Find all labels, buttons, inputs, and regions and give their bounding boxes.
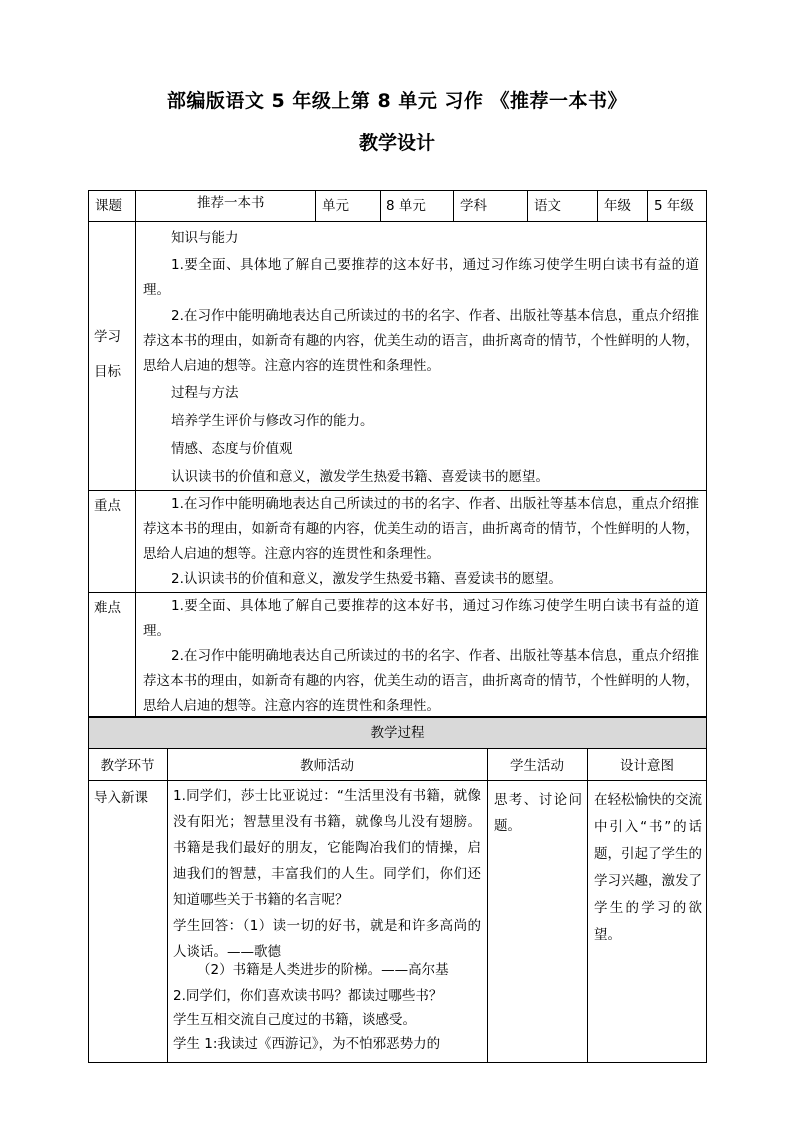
teacher-activity: （2）书籍是人类进步的阶梯。——高尔基 bbox=[197, 962, 449, 978]
document-subtitle: 教学设计 bbox=[358, 132, 435, 154]
objective-item: 培养学生评价与修改习作的能力。 bbox=[171, 413, 374, 429]
difficulty-item: 2.在习作中能明确地表达自己所读过的书的名字、作者、出版社等基本信息，重点介绍推荐这本书的理由，如新奇有趣的内容，优美生动的语言，曲折离奇的情节，个性鲜明的人物，思给人启迪的想等。注意内容的连贯性和条理性。 bbox=[143, 648, 699, 714]
difficulties-label: 难点 bbox=[94, 600, 121, 616]
divider bbox=[380, 190, 381, 221]
divider bbox=[88, 748, 707, 749]
teacher-activity: 学生 1:我读过《西游记》，为不怕邪恶势力的 bbox=[173, 1036, 441, 1052]
grade-label: 年级 bbox=[604, 198, 631, 214]
teacher-activity: 1.同学们，莎士比亚说过：“生活里没有书籍，就像没有阳光；智慧里没有书籍，就像鸟儿没有翅膀。书籍是我们最好的朋友，它能陶冶我们的情操，启迪我们的智慧，丰富我们的人生。同学们，你们还知道哪些关于书籍的名言呢？ bbox=[173, 788, 481, 908]
divider bbox=[88, 592, 707, 593]
objectives-heading: 知识与能力 bbox=[171, 230, 239, 246]
teacher-activity: 学生回答：（1）读一切的好书，就是和许多高尚的人谈话。——歌德 bbox=[173, 918, 481, 960]
divider bbox=[315, 190, 316, 221]
difficulty-item: 1.要全面、具体地了解自己要推荐的这本好书，通过习作练习使学生明白读书有益的道理。 bbox=[143, 598, 699, 639]
student-activity: 思考、讨论问题。 bbox=[494, 792, 582, 834]
process-section-title: 教学过程 bbox=[370, 725, 425, 741]
divider bbox=[487, 748, 488, 1063]
topic-value: 推荐一本书 bbox=[197, 195, 265, 211]
subject-value: 语文 bbox=[534, 198, 561, 214]
objective-item: 1.要全面、具体地了解自己要推荐的这本好书，通过习作练习使学生明白读书有益的道理。 bbox=[143, 257, 699, 298]
divider bbox=[453, 190, 454, 221]
column-header-intent: 设计意图 bbox=[620, 758, 674, 774]
teacher-activity: 2.同学们，你们喜欢读书吗？都读过哪些书？ bbox=[173, 988, 443, 1004]
key-points-label: 重点 bbox=[94, 498, 121, 514]
document-title: 部编版语文 5 年级上第 8 单元 习作 《推荐一本书》 bbox=[166, 90, 628, 112]
objective-item: 认识读书的价值和意义，激发学生热爱书籍、喜爱读书的愿望。 bbox=[171, 469, 549, 485]
objectives-label: 目标 bbox=[94, 364, 121, 380]
column-header-teacher: 教师活动 bbox=[300, 758, 354, 774]
topic-label: 课题 bbox=[95, 198, 122, 214]
column-header-stage: 教学环节 bbox=[100, 758, 155, 774]
key-point-item: 1.在习作中能明确地表达自己所读过的书的名字、作者、出版社等基本信息，重点介绍推荐这本书的理由，如新奇有趣的内容，优美生动的语言，曲折离奇的情节，个性鲜明的人物，思给人启迪的想等。注意内容的连贯性和条理性。 bbox=[143, 496, 699, 562]
design-intent: 在轻松愉快的交流中引入“书”的话题，引起了学生的学习兴趣，激发了学生的学习的欲望。 bbox=[594, 792, 702, 943]
column-header-student: 学生活动 bbox=[510, 758, 564, 774]
objectives-heading: 情感、态度与价值观 bbox=[171, 441, 293, 457]
divider bbox=[167, 748, 168, 1063]
divider bbox=[597, 190, 598, 221]
unit-value: 8 单元 bbox=[386, 198, 426, 214]
divider bbox=[527, 190, 528, 221]
divider bbox=[88, 221, 707, 222]
stage-cell: 导入新课 bbox=[94, 790, 148, 806]
objectives-heading: 过程与方法 bbox=[171, 385, 239, 401]
grade-value: 5 年级 bbox=[654, 198, 694, 214]
objectives-label: 学习 bbox=[94, 329, 121, 345]
objective-item: 2.在习作中能明确地表达自己所读过的书的名字、作者、出版社等基本信息，重点介绍推荐这本书的理由，如新奇有趣的内容，优美生动的语言，曲折离奇的情节，个性鲜明的人物，思给人启迪的想等。注意内容的连贯性和条理性。 bbox=[143, 308, 699, 374]
divider bbox=[88, 780, 707, 781]
divider bbox=[647, 190, 648, 221]
teacher-activity: 学生互相交流自己度过的书籍，谈感受。 bbox=[173, 1012, 416, 1028]
key-point-item: 2.认识读书的价值和意义，激发学生热爱书籍、喜爱读书的愿望。 bbox=[171, 571, 562, 587]
unit-label: 单元 bbox=[322, 198, 349, 214]
divider bbox=[135, 190, 136, 717]
divider bbox=[587, 748, 588, 1063]
divider bbox=[88, 490, 707, 491]
subject-label: 学科 bbox=[460, 198, 487, 214]
